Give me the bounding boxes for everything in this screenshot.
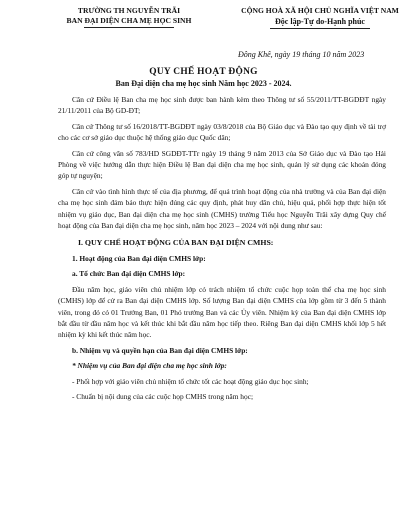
legal-basis-2: Căn cứ Thông tư số 16/2018/TT-BGDĐT ngày 03/8/2018 của Bộ Giáo dục và Đào tạo quy định về tài trợ cho các cơ sở giáo dục thuộc hệ thống giáo dục Quốc dân; [58, 121, 386, 143]
subsection-b-heading: b. Nhiệm vụ và quyền hạn của Ban đại diện CMHS lớp: [72, 345, 248, 355]
issuer-underline [84, 27, 174, 28]
country-name: CỘNG HOÀ XÃ HỘI CHỦ NGHĨA VIỆT NAM [241, 6, 399, 15]
school-name: TRƯỜNG TH NGUYỄN TRÃI [77, 6, 181, 15]
section-1-heading: I. QUY CHẾ HOẠT ĐỘNG CỦA BAN ĐẠI DIỆN CMHS: [78, 238, 274, 248]
duty-item-1: - Phối hợp với giáo viên chủ nhiệm tổ chức tốt các hoạt động giáo dục học sinh; [72, 376, 309, 386]
motto: Độc lập-Tự do-Hạnh phúc [275, 17, 365, 26]
legal-basis-1: Căn cứ Điều lệ Ban cha mẹ học sinh được ban hành kèm theo Thông tư số 55/2011/TT-BGDĐT ngày 21/11/2011 của Bộ GD-ĐT; [58, 95, 386, 116]
document-title: QUY CHẾ HOẠT ĐỘNG [149, 67, 258, 77]
national-motto-block [240, 6, 400, 29]
subsection-a-paragraph: Đầu năm học, giáo viên chủ nhiệm lớp có trách nhiệm tổ chức cuộc họp toàn thể cha mẹ học sinh (CMHS) lớp để cử ra Ban đại diện CMHS lớp. Số lượng Ban đại diện CMHS của lớp gồm từ 3 đến 5 thành viên, trong đó có 01 Trưởng Ban, 01 Phó trưởng Ban và các Ủy viên. Nhiệm kỳ của Ban đại diện CMHS lớp bắt đầu từ đầu năm học và kết thúc khi bắt đầu năm học tiếp theo. Riêng Ban đại diện CMHS khối lớp 5 hết nhiệm kỳ khi kết thúc năm học. [58, 284, 386, 340]
document-header [0, 6, 407, 59]
subsection-1-heading: 1. Hoạt động của Ban đại diện CMHS lớp: [72, 253, 206, 263]
document-subtitle: Ban Đại diện cha mẹ học sinh Năm học 2023 - 2024. [115, 79, 292, 88]
subsection-b-duties-heading: * Nhiệm vụ của Ban đại diện cha mẹ học sinh lớp: [72, 361, 227, 371]
issuer-name: BAN ĐẠI DIỆN CHA MẸ HỌC SINH [66, 16, 192, 25]
duty-item-2: - Chuẩn bị nội dung của các cuộc họp CMHS trong năm học; [72, 391, 254, 401]
legal-basis-4: Căn cứ vào tình hình thực tế của địa phương, để quá trình hoạt động của nhà trường và của Ban đại diện cha mẹ học sinh đảm bảo thực hiện đúng các quy định, phát huy dân chủ, hiệu quả, phối hợp thực hiện tốt nhiệm vụ giáo dục, Ban đại diện cha mẹ học sinh (CMHS) trường Tiểu học Nguyễn Trãi xây dựng Quy chế hoạt động của Ban đại diện cha mẹ học sinh, năm học 2023 – 2024 với nội dung như sau: [58, 186, 386, 231]
motto-underline [270, 28, 370, 29]
legal-basis-3: Căn cứ công văn số 783/HD SGDĐT-TTr ngày 19 tháng 9 năm 2013 của Sở Giáo dục và Đào tạo Hải Phòng về việc hướng dẫn thực hiện Điều lệ Ban đại diện cha mẹ học sinh, quản lý sử dụng các khoản đóng góp tự nguyện; [58, 148, 386, 181]
subsection-a-heading: a. Tổ chức Ban đại diện CMHS lớp: [72, 269, 186, 279]
document-date: Đông Khê, ngày 19 tháng 10 năm 2023 [238, 50, 365, 59]
document-body [58, 94, 386, 406]
issuer-block [54, 6, 204, 28]
